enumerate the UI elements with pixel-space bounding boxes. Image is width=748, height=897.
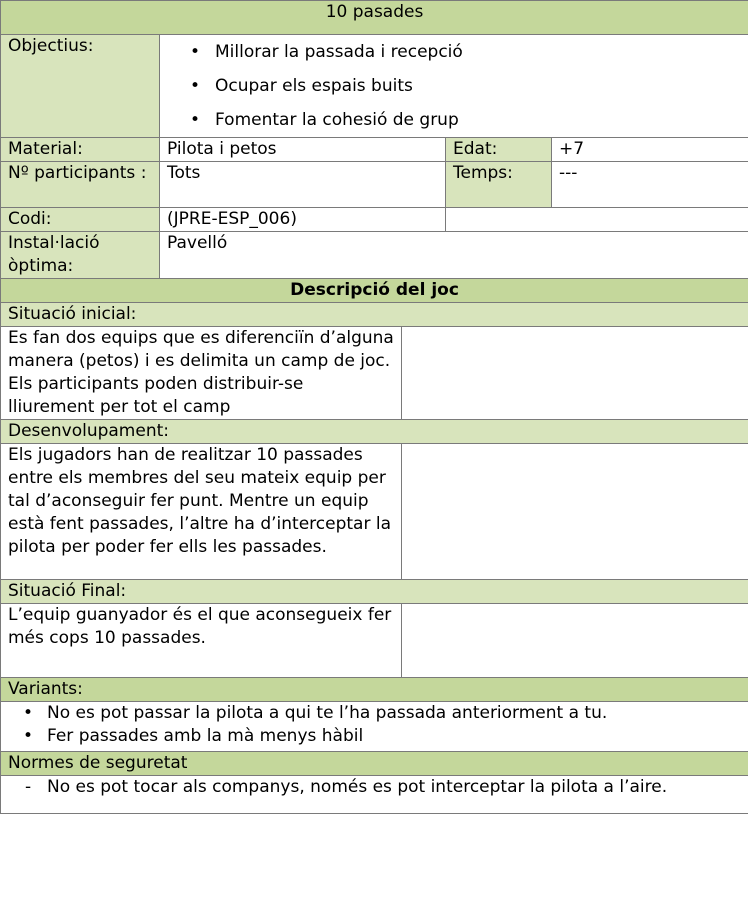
time-value: ---	[552, 162, 748, 208]
development-label: Desenvolupament:	[1, 420, 748, 444]
variants-cell	[1, 702, 748, 752]
installation-value: Pavelló	[160, 232, 748, 279]
initial-situation-illustration	[402, 327, 748, 420]
final-situation-text: L’equip guanyador és el que aconsegueix fer més cops 10 passades.	[1, 604, 402, 678]
participants-value: Tots	[160, 162, 446, 208]
safety-cell	[1, 776, 748, 814]
participants-label: Nº participants :	[1, 162, 160, 208]
objective-item: • Ocupar els espais buits	[160, 69, 748, 103]
development-text: Els jugadors han de realitzar 10 passades entre els membres del seu mateix equip per tal d’aconseguir fer punt. Mentre un equip està fent passades, l’altre ha d’interceptar la pilota per poder fer ells les passades.	[1, 444, 402, 580]
objectives-label: Objectius:	[1, 35, 160, 138]
code-empty-cell	[446, 208, 748, 232]
description-header: Descripció del joc	[1, 279, 748, 303]
variants-list	[1, 702, 748, 748]
age-value: +7	[552, 138, 748, 162]
installation-label: Instal·lació òptima:	[1, 232, 160, 279]
safety-label: Normes de seguretat	[1, 752, 748, 776]
objectives-cell	[160, 35, 748, 138]
code-value: (JPRE-ESP_006)	[160, 208, 446, 232]
material-value: Pilota i petos	[160, 138, 446, 162]
variant-item: • No es pot passar la pilota a qui te l’ha passada anteriorment a tu.	[1, 702, 748, 725]
sheet-title: 10 pasades	[1, 1, 748, 35]
final-situation-label: Situació Final:	[1, 580, 748, 604]
safety-list	[1, 776, 748, 799]
final-situation-illustration	[402, 604, 748, 678]
development-illustration	[402, 444, 748, 580]
variants-label: Variants:	[1, 678, 748, 702]
material-label: Material:	[1, 138, 160, 162]
initial-situation-text: Es fan dos equips que es diferenciïn d’alguna manera (petos) i es delimita un camp de joc. Els participants poden distribuir-se lliurement per tot el camp	[1, 327, 402, 420]
safety-item: - No es pot tocar als companys, només es pot interceptar la pilota a l’aire.	[1, 776, 748, 799]
age-label: Edat:	[446, 138, 552, 162]
initial-situation-label: Situació inicial:	[1, 303, 748, 327]
variant-item: • Fer passades amb la mà menys hàbil	[1, 725, 748, 748]
objectives-list	[160, 35, 748, 137]
objective-item: • Fomentar la cohesió de grup	[160, 103, 748, 137]
time-label: Temps:	[446, 162, 552, 208]
code-label: Codi:	[1, 208, 160, 232]
objective-item: • Millorar la passada i recepció	[160, 35, 748, 69]
